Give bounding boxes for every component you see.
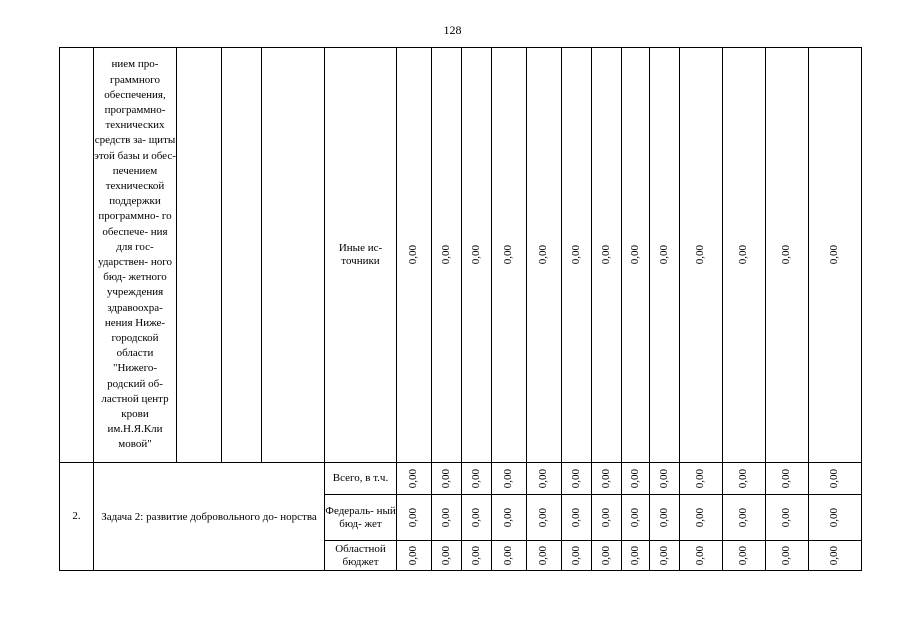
empty-cell [177,48,222,463]
value-cell: 0,00 [628,545,641,566]
value-cell: 0,00 [737,245,750,265]
value-cell: 0,00 [569,545,582,566]
value-cell: 0,00 [694,507,707,528]
value-cell: 0,00 [502,507,515,528]
value-cell: 0,00 [599,468,612,489]
value-cell: 0,00 [469,468,482,489]
value-cell: 0,00 [569,507,582,528]
value-cell: 0,00 [694,468,707,489]
empty-cell [222,48,262,463]
value-cell: 0,00 [502,545,515,566]
value-cell: 0,00 [599,545,612,566]
funding-source-cell: Иные ис- точники [325,48,397,463]
value-cell: 0,00 [657,468,670,489]
value-cell: 0,00 [439,245,452,265]
table-row [60,463,862,495]
table-row [60,48,862,463]
value-cell: 0,00 [828,545,841,566]
value-cell: 0,00 [694,245,707,265]
value-cell: 0,00 [569,245,582,265]
value-cell: 0,00 [737,545,750,566]
value-cell: 0,00 [439,545,452,566]
budget-table [59,47,862,571]
value-cell: 0,00 [657,507,670,528]
value-cell: 0,00 [469,507,482,528]
empty-cell [262,48,325,463]
value-cell: 0,00 [628,507,641,528]
value-cell: 0,00 [694,545,707,566]
value-cell: 0,00 [828,507,841,528]
value-cell: 0,00 [407,245,420,265]
value-cell: 0,00 [537,245,550,265]
value-cell: 0,00 [780,545,793,566]
funding-source-cell: Областной бюджет [325,541,397,571]
page-number: 128 [443,23,462,37]
value-cell: 0,00 [537,468,550,489]
value-cell: 0,00 [407,507,420,528]
value-cell: 0,00 [599,507,612,528]
value-cell: 0,00 [599,245,612,265]
task-name-cell: Задача 2: развитие добровольного до- норства [94,463,325,571]
value-cell: 0,00 [737,507,750,528]
value-cell: 0,00 [537,545,550,566]
value-cell: 0,00 [628,468,641,489]
description-cell: нием про- граммного обеспечения, программно- технических средств за- щиты этой базы и обес- печением технической поддержки программно- го обеспече- ния для гос- ударствен- ного бюд- жетного учреждения здравоохра- нения Ниже- городской области "Нижего- родский об- ластной центр крови им.Н.Я.Кли мовой" [94,48,177,463]
value-cell: 0,00 [828,468,841,489]
value-cell: 0,00 [628,245,641,265]
value-cell: 0,00 [407,545,420,566]
value-cell: 0,00 [439,507,452,528]
value-cell: 0,00 [657,245,670,265]
value-cell: 0,00 [407,468,420,489]
value-cell: 0,00 [469,245,482,265]
task-number-cell: 2. [60,463,94,571]
value-cell: 0,00 [502,245,515,265]
row-number-cell [60,48,94,463]
value-cell: 0,00 [780,245,793,265]
funding-source-cell: Федераль- ный бюд- жет [325,495,397,541]
value-cell: 0,00 [828,245,841,265]
value-cell: 0,00 [780,507,793,528]
value-cell: 0,00 [439,468,452,489]
value-cell: 0,00 [569,468,582,489]
funding-source-cell: Всего, в т.ч. [325,463,397,495]
value-cell: 0,00 [502,468,515,489]
value-cell: 0,00 [469,545,482,566]
value-cell: 0,00 [780,468,793,489]
value-cell: 0,00 [657,545,670,566]
value-cell: 0,00 [537,507,550,528]
value-cell: 0,00 [737,468,750,489]
